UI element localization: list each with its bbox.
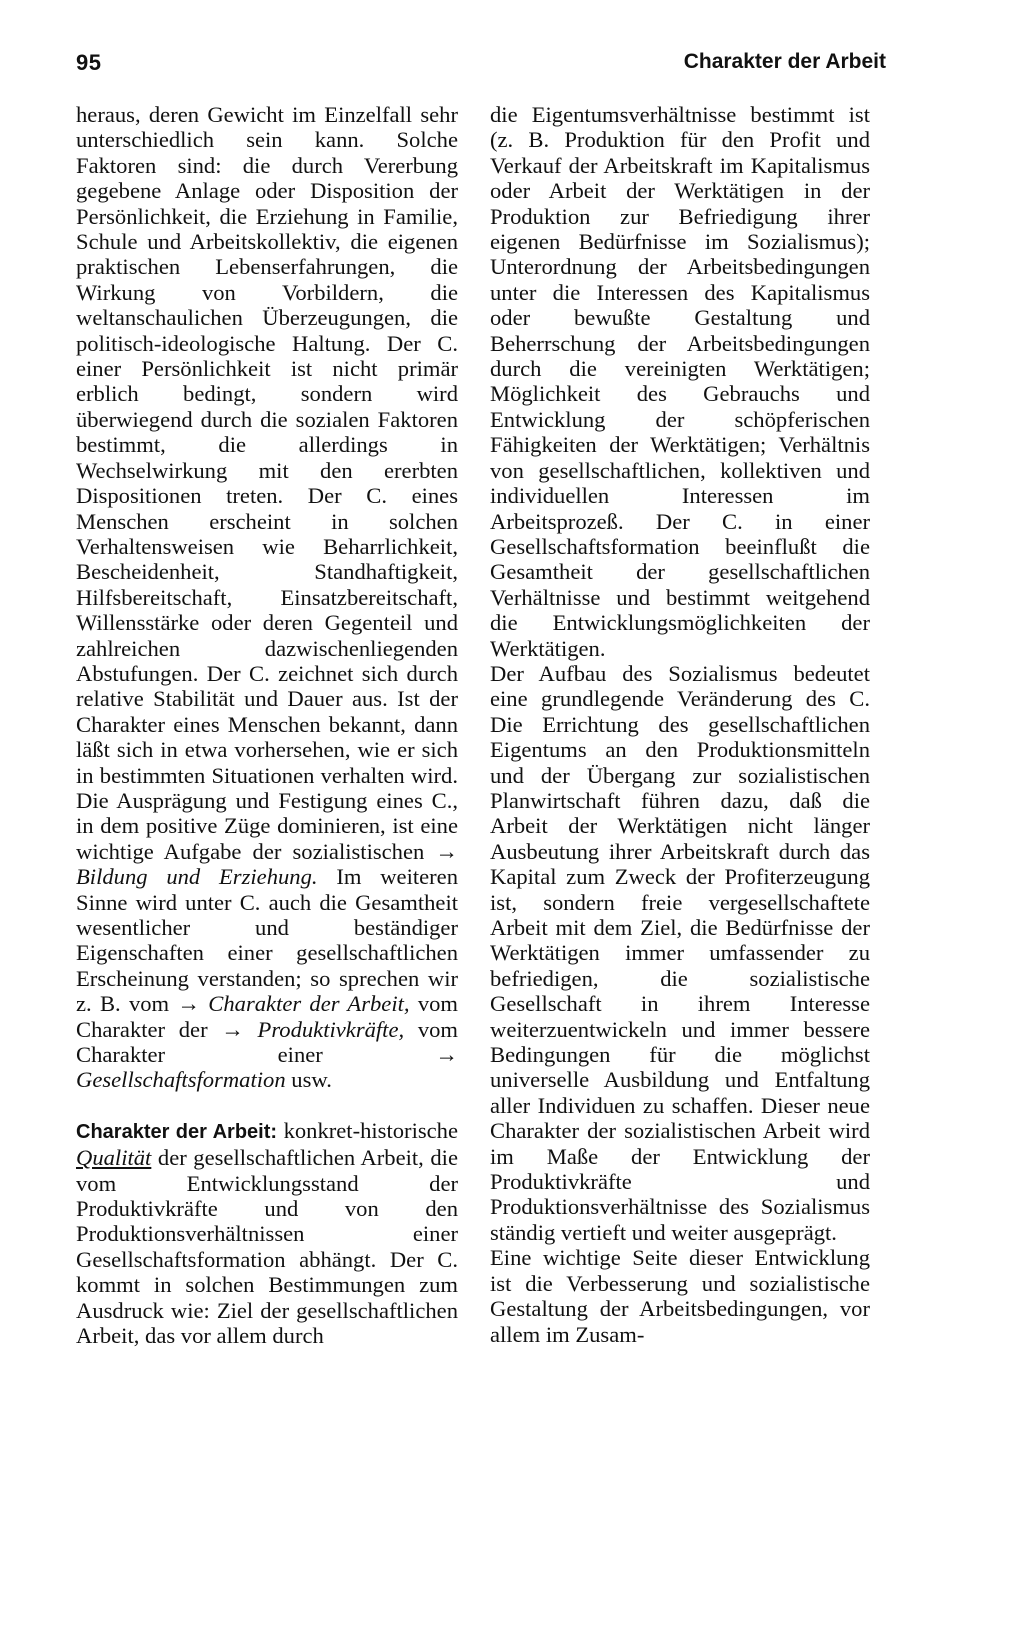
- body-text: konkret-historische: [283, 1117, 458, 1143]
- entry-headword: Charakter der Arbeit:: [76, 1120, 278, 1143]
- body-text: vom Charakter einer: [76, 1016, 458, 1068]
- cross-reference-charakter-der-arbeit: Charakter der Arbeit,: [208, 991, 410, 1017]
- cross-reference-gesellschaftsformation: Gesellschaftsformation: [76, 1067, 286, 1093]
- right-column: [490, 102, 870, 1347]
- body-text: Im weiteren Sinne wird unter C. auch die Gesamtheit wesentlicher und beständiger Eigenschaften einer gesellschaftlichen Erscheinung verstanden; so sprechen wir z. B. vom: [76, 864, 459, 1017]
- body-text: der gesellschaftlichen Arbeit, die vom Entwicklungsstand der Produktivkräfte und von den Produktionsverhältnissen einer Gesellschaftsformation abhängt. Der C. kommt in solchen Bestimmungen zum Ausdruck wie: Ziel der gesellschaftlichen Arbeit, das vor allem durch: [76, 1145, 458, 1349]
- paragraph-socialism-change: Der Aufbau des Sozialismus bedeutet eine grundlegende Veränderung des C. Die Errichtung des gesellschaftlichen Eigentums an den Produktionsmitteln und der Übergang zur sozialistischen Planwirtschaft führen dazu, daß die Arbeit der Werktätigen nicht länger Ausbeutung ihrer Arbeitskraft durch das Kapital zum Zweck der Profiterzeugung ist, sondern freie vergesellschaftete Arbeit mit dem Ziel, die Bedürfnisse der Werktätigen immer umfassender zu befriedigen, die sozialistische Gesellschaft in ihrem Interesse weiterzuentwickeln und immer bessere Bedingungen für die möglichst universelle Ausbildung und Entfaltung aller Individuen zu schaffen. Dieser neue Charakter der sozialistischen Arbeit wird im Maße der Entwicklung der Produktivkräfte und Produktionsverhältnisse des Sozialismus ständig vertieft und weiter ausgeprägt.: [490, 660, 870, 1245]
- body-text: usw.: [291, 1067, 332, 1093]
- left-column: [76, 102, 458, 1349]
- running-header-title: Charakter der Arbeit: [683, 50, 886, 73]
- entry-spacer: [76, 1093, 458, 1118]
- paragraph-ownership-relations: die Eigentumsverhältnisse bestimmt ist (z. B. Produktion für den Profit und Verkauf der Arbeitskraft im Kapitalismus oder Arbeit der Werktätigen in der Produktion zur Befriedigung ihrer eigenen Bedürfnisse im Sozialismus); Unterordnung der Arbeitsbedingungen unter die Interessen des Kapitalismus oder bewußte Gestaltung und Beherrschung der Arbeitsbedingungen durch die vereinigten Werktätigen; Möglichkeit des Gebrauchs und Entwicklung der schöpferischen Fähigkeiten der Werktätigen; Verhältnis von gesellschaftlichen, kollektiven und individuellen Interessen im Arbeitsprozeß. Der C. in einer Gesellschaftsformation beeinflußt die Gesamtheit der gesellschaftlichen Verhältnisse und bestimmt weitgehend die Entwicklungsmöglichkeiten der Werktätigen.: [490, 102, 870, 661]
- body-text: vom Charakter der: [76, 991, 458, 1042]
- entry-charakter-der-arbeit: [76, 1118, 458, 1349]
- paragraph-working-conditions: Eine wichtige Seite dieser Entwicklung ist die Verbesserung und sozialistische Gestaltung der Arbeitsbedingungen, vor allem im Zusam-: [490, 1245, 870, 1347]
- page-number: 95: [76, 50, 102, 75]
- cross-reference-arrow: →: [221, 1016, 244, 1042]
- cross-reference-produktivkraefte: Produktivkräfte,: [257, 1016, 405, 1042]
- cross-reference-bildung: Bildung und Erziehung.: [76, 864, 318, 890]
- paragraph-character-factors: [76, 102, 458, 1093]
- cross-reference-arrow: →: [435, 838, 458, 864]
- emphasized-term-qualitaet: Qualität: [76, 1145, 152, 1171]
- cross-reference-arrow: →: [435, 1042, 458, 1068]
- cross-reference-arrow: →: [177, 991, 200, 1017]
- body-text: heraus, deren Gewicht im Einzelfall sehr unterschiedlich sein kann. Solche Faktoren sind: die durch Vererbung gegebene Anlage oder Disposition der Persönlichkeit, die Erziehung in Familie, Schule und Arbeitskollektiv, die eigenen praktischen Lebenserfahrungen, die Wirkung von Vorbildern, die weltanschaulichen Überzeugungen, die politisch-ideologische Haltung. Der C. einer Persönlichkeit ist nicht primär erblich bedingt, sondern wird überwiegend durch die sozialen Faktoren bestimmt, die allerdings in Wechselwirkung mit den ererbten Dispositionen treten. Der C. eines Menschen erscheint in solchen Verhaltensweisen wie Beharrlichkeit, Bescheidenheit, Standhaftigkeit, Hilfsbereitschaft, Einsatzbereitschaft, Willensstärke oder deren Gegenteil und zahlreichen dazwischenliegenden Abstufungen. Der C. zeichnet sich durch relative Stabilität und Dauer aus. Ist der Charakter eines Menschen bekannt, dann läßt sich in etwa vorhersehen, wie er sich in bestimmten Situationen verhalten wird. Die Ausprägung und Festigung eines C., in dem positive Züge dominieren, ist eine wichtige Aufgabe der sozialistischen: [76, 102, 458, 864]
